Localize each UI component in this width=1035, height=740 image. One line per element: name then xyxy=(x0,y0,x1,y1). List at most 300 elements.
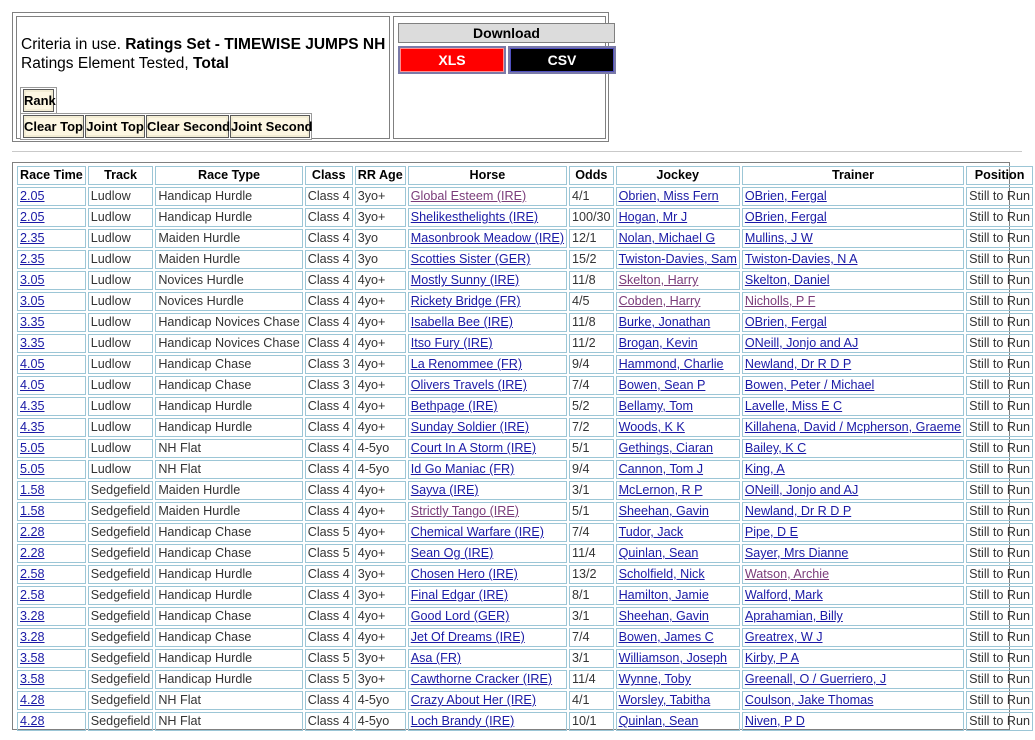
race-time-link[interactable]: 2.35 xyxy=(20,231,45,245)
cell-track: Ludlow xyxy=(88,439,154,458)
trainer-link[interactable]: Aprahamian, Billy xyxy=(744,609,843,623)
jockey-link[interactable]: Hogan, Mr J xyxy=(618,210,688,224)
cell-rr-age: 4yo+ xyxy=(355,544,406,563)
jockey-link[interactable]: Cobden, Harry xyxy=(618,294,701,308)
jockey-link[interactable]: Worsley, Tabitha xyxy=(618,693,711,707)
cell-rr-age: 3yo+ xyxy=(355,670,406,689)
cell-position: Still to Run xyxy=(966,586,1033,605)
horse-link[interactable]: Chemical Warfare (IRE) xyxy=(410,525,544,539)
horse-link[interactable]: Loch Brandy (IRE) xyxy=(410,714,515,728)
cell-position: Still to Run xyxy=(966,481,1033,500)
cell-rr-age: 4-5yo xyxy=(355,712,406,731)
cell-odds: 7/4 xyxy=(569,523,614,542)
cell-track: Ludlow xyxy=(88,334,154,353)
table-row xyxy=(17,271,1033,290)
cell-track: Sedgefield xyxy=(88,649,154,668)
column-header-position: Position xyxy=(966,166,1033,185)
horse-link[interactable]: Global Esteem (IRE) xyxy=(410,189,527,203)
race-time-link[interactable]: 5.05 xyxy=(20,462,45,476)
cell-race-type: Handicap Hurdle xyxy=(155,649,302,668)
cell-race-type: Handicap Chase xyxy=(155,376,302,395)
cell-trainer xyxy=(742,376,964,395)
cell-trainer xyxy=(742,544,964,563)
jockey-link[interactable]: Woods, K K xyxy=(618,420,685,434)
cell-race-type: NH Flat xyxy=(155,712,302,731)
cell-trainer xyxy=(742,712,964,731)
cell-track: Sedgefield xyxy=(88,544,154,563)
cell-rr-age: 4yo+ xyxy=(355,628,406,647)
cell-horse xyxy=(408,565,567,584)
cell-jockey xyxy=(616,334,740,353)
jockey-link[interactable]: Williamson, Joseph xyxy=(618,651,728,665)
cell-jockey xyxy=(616,187,740,206)
trainer-link[interactable]: Bailey, K C xyxy=(744,441,807,455)
cell-rr-age: 4yo+ xyxy=(355,481,406,500)
trainer-link[interactable]: Skelton, Daniel xyxy=(744,273,830,287)
horse-link[interactable]: Olivers Travels (IRE) xyxy=(410,378,527,392)
cell-odds: 3/1 xyxy=(569,607,614,626)
race-time-link[interactable]: 2.58 xyxy=(20,588,45,602)
race-time-link[interactable]: 2.05 xyxy=(20,210,45,224)
race-time-link[interactable]: 4.05 xyxy=(20,357,45,371)
cell-position: Still to Run xyxy=(966,187,1033,206)
element-line xyxy=(21,54,229,73)
cell-position: Still to Run xyxy=(966,523,1033,542)
cell-horse xyxy=(408,502,567,521)
column-header-odds: Odds xyxy=(569,166,614,185)
cell-rr-age: 4yo+ xyxy=(355,313,406,332)
cell-race-type: Handicap Hurdle xyxy=(155,187,302,206)
cell-horse xyxy=(408,208,567,227)
cell-jockey xyxy=(616,712,740,731)
trainer-link[interactable]: Walford, Mark xyxy=(744,588,823,602)
jockey-link[interactable]: Sheehan, Gavin xyxy=(618,609,709,623)
joint-top-button[interactable]: Joint Top xyxy=(85,115,145,138)
cell-horse xyxy=(408,460,567,479)
cell-class: Class 4 xyxy=(305,502,353,521)
jockey-link[interactable]: Hammond, Charlie xyxy=(618,357,724,371)
race-time-link[interactable]: 2.28 xyxy=(20,525,45,539)
cell-odds: 100/30 xyxy=(569,208,614,227)
cell-position: Still to Run xyxy=(966,355,1033,374)
table-row xyxy=(17,355,1033,374)
jockey-link[interactable]: Gethings, Ciaran xyxy=(618,441,714,455)
cell-class: Class 4 xyxy=(305,187,353,206)
jockey-link[interactable]: Nolan, Michael G xyxy=(618,231,716,245)
cell-track: Ludlow xyxy=(88,376,154,395)
cell-track: Ludlow xyxy=(88,271,154,290)
cell-race-time xyxy=(17,628,86,647)
trainer-link[interactable]: Pipe, D E xyxy=(744,525,799,539)
cell-odds: 10/1 xyxy=(569,712,614,731)
cell-jockey xyxy=(616,586,740,605)
cell-race-time xyxy=(17,691,86,710)
jockey-link[interactable]: Quinlan, Sean xyxy=(618,714,699,728)
cell-class: Class 5 xyxy=(305,649,353,668)
race-time-link[interactable]: 1.58 xyxy=(20,504,45,518)
cell-odds: 7/2 xyxy=(569,418,614,437)
jockey-link[interactable]: Bellamy, Tom xyxy=(618,399,693,413)
cell-jockey xyxy=(616,649,740,668)
trainer-link[interactable]: OBrien, Fergal xyxy=(744,210,827,224)
trainer-link[interactable]: King, A xyxy=(744,462,785,476)
trainer-link[interactable]: Newland, Dr R D P xyxy=(744,504,852,518)
clear-second-button[interactable]: Clear Second xyxy=(146,115,229,138)
jockey-link[interactable]: Hamilton, Jamie xyxy=(618,588,709,602)
table-row xyxy=(17,523,1033,542)
cell-trainer xyxy=(742,439,964,458)
jockey-link[interactable]: Obrien, Miss Fern xyxy=(618,189,719,203)
trainer-link[interactable]: OBrien, Fergal xyxy=(744,189,827,203)
cell-race-time xyxy=(17,313,86,332)
criteria-line xyxy=(21,35,385,54)
trainer-link[interactable]: Mullins, J W xyxy=(744,231,813,245)
cell-trainer xyxy=(742,649,964,668)
cell-rr-age: 3yo+ xyxy=(355,187,406,206)
table-row xyxy=(17,334,1033,353)
horse-link[interactable]: Crazy About Her (IRE) xyxy=(410,693,537,707)
horse-link[interactable]: Sunday Soldier (IRE) xyxy=(410,420,530,434)
trainer-link[interactable]: Watson, Archie xyxy=(744,567,830,581)
cell-rr-age: 4-5yo xyxy=(355,691,406,710)
cell-horse xyxy=(408,292,567,311)
cell-jockey xyxy=(616,250,740,269)
trainer-link[interactable]: Greatrex, W J xyxy=(744,630,823,644)
horse-link[interactable]: Cawthorne Cracker (IRE) xyxy=(410,672,553,686)
cell-jockey xyxy=(616,376,740,395)
cell-race-type: Maiden Hurdle xyxy=(155,250,302,269)
cell-position: Still to Run xyxy=(966,250,1033,269)
cell-rr-age: 3yo xyxy=(355,250,406,269)
cell-position: Still to Run xyxy=(966,544,1033,563)
cell-race-time xyxy=(17,229,86,248)
cell-track: Sedgefield xyxy=(88,586,154,605)
cell-race-type: Maiden Hurdle xyxy=(155,229,302,248)
cell-rr-age: 4-5yo xyxy=(355,439,406,458)
cell-position: Still to Run xyxy=(966,460,1033,479)
cell-race-type: NH Flat xyxy=(155,691,302,710)
cell-odds: 11/8 xyxy=(569,271,614,290)
cell-race-time xyxy=(17,208,86,227)
column-header-track: Track xyxy=(88,166,154,185)
race-time-link[interactable]: 3.28 xyxy=(20,630,45,644)
race-time-link[interactable]: 2.35 xyxy=(20,252,45,266)
cell-track: Sedgefield xyxy=(88,670,154,689)
cell-position: Still to Run xyxy=(966,313,1033,332)
cell-rr-age: 3yo+ xyxy=(355,565,406,584)
cell-race-time xyxy=(17,271,86,290)
cell-class: Class 4 xyxy=(305,313,353,332)
xls-download-button[interactable]: XLS xyxy=(398,46,506,74)
cell-race-type: NH Flat xyxy=(155,439,302,458)
cell-class: Class 4 xyxy=(305,229,353,248)
cell-jockey xyxy=(616,271,740,290)
table-header-row xyxy=(17,166,1033,185)
cell-track: Ludlow xyxy=(88,250,154,269)
csv-download-button[interactable]: CSV xyxy=(508,46,616,74)
race-time-link[interactable]: 3.05 xyxy=(20,294,45,308)
cell-race-time xyxy=(17,460,86,479)
cell-horse xyxy=(408,439,567,458)
cell-jockey xyxy=(616,439,740,458)
horse-link[interactable]: Masonbrook Meadow (IRE) xyxy=(410,231,565,245)
race-time-link[interactable]: 1.58 xyxy=(20,483,45,497)
cell-position: Still to Run xyxy=(966,670,1033,689)
cell-trainer xyxy=(742,250,964,269)
horse-link[interactable]: Sean Og (IRE) xyxy=(410,546,494,560)
table-row xyxy=(17,586,1033,605)
horse-link[interactable]: Shelikesthelights (IRE) xyxy=(410,210,539,224)
race-time-link[interactable]: 4.28 xyxy=(20,693,45,707)
trainer-link[interactable]: Kirby, P A xyxy=(744,651,799,665)
race-time-link[interactable]: 4.05 xyxy=(20,378,45,392)
trainer-link[interactable]: Bowen, Peter / Michael xyxy=(744,378,875,392)
clear-top-button[interactable]: Clear Top xyxy=(23,115,84,138)
cell-class: Class 4 xyxy=(305,691,353,710)
cell-trainer xyxy=(742,208,964,227)
cell-class: Class 4 xyxy=(305,439,353,458)
trainer-link[interactable]: ONeill, Jonjo and AJ xyxy=(744,483,859,497)
cell-race-type: Handicap Hurdle xyxy=(155,565,302,584)
race-time-link[interactable]: 2.05 xyxy=(20,189,45,203)
race-time-link[interactable]: 3.35 xyxy=(20,336,45,350)
trainer-link[interactable]: OBrien, Fergal xyxy=(744,315,827,329)
cell-trainer xyxy=(742,397,964,416)
trainer-link[interactable]: Newland, Dr R D P xyxy=(744,357,852,371)
race-time-link[interactable]: 3.05 xyxy=(20,273,45,287)
cell-horse xyxy=(408,376,567,395)
cell-trainer xyxy=(742,628,964,647)
race-time-link[interactable]: 4.35 xyxy=(20,420,45,434)
horse-link[interactable]: Good Lord (GER) xyxy=(410,609,510,623)
cell-jockey xyxy=(616,670,740,689)
column-header-trainer: Trainer xyxy=(742,166,964,185)
horse-link[interactable]: Rickety Bridge (FR) xyxy=(410,294,521,308)
jockey-link[interactable]: McLernon, R P xyxy=(618,483,703,497)
race-time-link[interactable]: 3.58 xyxy=(20,672,45,686)
download-title: Download xyxy=(398,23,615,43)
cell-race-type: Handicap Hurdle xyxy=(155,397,302,416)
cell-race-type: Handicap Hurdle xyxy=(155,586,302,605)
criteria-prefix: Criteria in use. xyxy=(21,36,126,53)
trainer-link[interactable]: Lavelle, Miss E C xyxy=(744,399,843,413)
jockey-link[interactable]: Cannon, Tom J xyxy=(618,462,704,476)
race-time-link[interactable]: 4.35 xyxy=(20,399,45,413)
cell-rr-age: 3yo+ xyxy=(355,208,406,227)
horse-link[interactable]: Asa (FR) xyxy=(410,651,462,665)
joint-second-button[interactable]: Joint Second xyxy=(230,115,310,138)
horse-link[interactable]: Mostly Sunny (IRE) xyxy=(410,273,520,287)
cell-jockey xyxy=(616,628,740,647)
cell-race-time xyxy=(17,250,86,269)
cell-track: Ludlow xyxy=(88,187,154,206)
jockey-link[interactable]: Quinlan, Sean xyxy=(618,546,699,560)
cell-class: Class 4 xyxy=(305,334,353,353)
cell-race-type: Novices Hurdle xyxy=(155,292,302,311)
cell-rr-age: 3yo+ xyxy=(355,586,406,605)
race-time-link[interactable]: 2.28 xyxy=(20,546,45,560)
race-time-link[interactable]: 5.05 xyxy=(20,441,45,455)
cell-horse xyxy=(408,712,567,731)
cell-horse xyxy=(408,481,567,500)
cell-position: Still to Run xyxy=(966,565,1033,584)
cell-track: Ludlow xyxy=(88,418,154,437)
cell-race-time xyxy=(17,397,86,416)
cell-class: Class 4 xyxy=(305,565,353,584)
cell-odds: 11/4 xyxy=(569,670,614,689)
race-time-link[interactable]: 2.58 xyxy=(20,567,45,581)
results-table xyxy=(15,164,1035,733)
cell-race-type: Handicap Hurdle xyxy=(155,670,302,689)
cell-odds: 5/1 xyxy=(569,439,614,458)
horse-link[interactable]: Court In A Storm (IRE) xyxy=(410,441,537,455)
cell-horse xyxy=(408,313,567,332)
horse-link[interactable]: Jet Of Dreams (IRE) xyxy=(410,630,525,644)
horse-link[interactable]: Id Go Maniac (FR) xyxy=(410,462,515,476)
cell-trainer xyxy=(742,481,964,500)
jockey-link[interactable]: Twiston-Davies, Sam xyxy=(618,252,737,266)
cell-race-type: Maiden Hurdle xyxy=(155,481,302,500)
race-time-link[interactable]: 3.35 xyxy=(20,315,45,329)
cell-position: Still to Run xyxy=(966,334,1033,353)
cell-race-type: Handicap Novices Chase xyxy=(155,313,302,332)
column-header-class: Class xyxy=(305,166,353,185)
cell-class: Class 4 xyxy=(305,271,353,290)
horse-link[interactable]: Final Edgar (IRE) xyxy=(410,588,509,602)
table-row xyxy=(17,481,1033,500)
jockey-link[interactable]: Wynne, Toby xyxy=(618,672,692,686)
cell-class: Class 3 xyxy=(305,376,353,395)
table-row xyxy=(17,376,1033,395)
trainer-link[interactable]: Coulson, Jake Thomas xyxy=(744,693,874,707)
cell-trainer xyxy=(742,586,964,605)
cell-trainer xyxy=(742,670,964,689)
cell-position: Still to Run xyxy=(966,628,1033,647)
cell-track: Sedgefield xyxy=(88,565,154,584)
cell-trainer xyxy=(742,565,964,584)
trainer-link[interactable]: Sayer, Mrs Dianne xyxy=(744,546,849,560)
cell-odds: 7/4 xyxy=(569,376,614,395)
cell-odds: 5/2 xyxy=(569,397,614,416)
race-time-link[interactable]: 3.28 xyxy=(20,609,45,623)
table-row xyxy=(17,397,1033,416)
cell-trainer xyxy=(742,292,964,311)
cell-class: Class 4 xyxy=(305,481,353,500)
cell-position: Still to Run xyxy=(966,229,1033,248)
column-header-race-time: Race Time xyxy=(17,166,86,185)
cell-rr-age: 4yo+ xyxy=(355,271,406,290)
cell-position: Still to Run xyxy=(966,292,1033,311)
cell-class: Class 4 xyxy=(305,628,353,647)
table-row xyxy=(17,565,1033,584)
horse-link[interactable]: Bethpage (IRE) xyxy=(410,399,498,413)
horse-link[interactable]: Sayva (IRE) xyxy=(410,483,479,497)
cell-track: Ludlow xyxy=(88,355,154,374)
horse-link[interactable]: Strictly Tango (IRE) xyxy=(410,504,519,518)
horse-link[interactable]: La Renommee (FR) xyxy=(410,357,523,371)
cell-race-time xyxy=(17,544,86,563)
cell-class: Class 4 xyxy=(305,607,353,626)
cell-odds: 8/1 xyxy=(569,586,614,605)
table-row xyxy=(17,649,1033,668)
cell-jockey xyxy=(616,229,740,248)
cell-trainer xyxy=(742,607,964,626)
race-time-link[interactable]: 4.28 xyxy=(20,714,45,728)
trainer-link[interactable]: Niven, P D xyxy=(744,714,805,728)
cell-track: Ludlow xyxy=(88,208,154,227)
jockey-link[interactable]: Burke, Jonathan xyxy=(618,315,711,329)
cell-odds: 3/1 xyxy=(569,481,614,500)
cell-race-type: Handicap Hurdle xyxy=(155,418,302,437)
jockey-link[interactable]: Tudor, Jack xyxy=(618,525,684,539)
cell-position: Still to Run xyxy=(966,418,1033,437)
cell-horse xyxy=(408,355,567,374)
table-row xyxy=(17,250,1033,269)
trainer-link[interactable]: ONeill, Jonjo and AJ xyxy=(744,336,859,350)
jockey-link[interactable]: Bowen, Sean P xyxy=(618,378,706,392)
horse-link[interactable]: Chosen Hero (IRE) xyxy=(410,567,518,581)
cell-track: Sedgefield xyxy=(88,502,154,521)
cell-track: Ludlow xyxy=(88,229,154,248)
divider xyxy=(12,151,1022,152)
table-row xyxy=(17,691,1033,710)
rank-button[interactable]: Rank xyxy=(23,89,54,112)
cell-jockey xyxy=(616,523,740,542)
jockey-link[interactable]: Brogan, Kevin xyxy=(618,336,698,350)
cell-trainer xyxy=(742,271,964,290)
cell-race-time xyxy=(17,187,86,206)
cell-class: Class 4 xyxy=(305,292,353,311)
table-row xyxy=(17,187,1033,206)
cell-class: Class 4 xyxy=(305,418,353,437)
cell-odds: 9/4 xyxy=(569,355,614,374)
jockey-link[interactable]: Bowen, James C xyxy=(618,630,714,644)
cell-horse xyxy=(408,544,567,563)
table-row xyxy=(17,607,1033,626)
horse-link[interactable]: Itso Fury (IRE) xyxy=(410,336,493,350)
cell-odds: 3/1 xyxy=(569,649,614,668)
horse-link[interactable]: Scotties Sister (GER) xyxy=(410,252,531,266)
horse-link[interactable]: Isabella Bee (IRE) xyxy=(410,315,513,329)
cell-odds: 4/1 xyxy=(569,187,614,206)
cell-track: Sedgefield xyxy=(88,691,154,710)
race-time-link[interactable]: 3.58 xyxy=(20,651,45,665)
cell-track: Sedgefield xyxy=(88,481,154,500)
cell-race-type: Handicap Chase xyxy=(155,355,302,374)
cell-track: Sedgefield xyxy=(88,607,154,626)
cell-class: Class 3 xyxy=(305,355,353,374)
cell-horse xyxy=(408,250,567,269)
column-header-jockey: Jockey xyxy=(616,166,740,185)
jockey-link[interactable]: Skelton, Harry xyxy=(618,273,699,287)
cell-horse xyxy=(408,271,567,290)
trainer-link[interactable]: Twiston-Davies, N A xyxy=(744,252,858,266)
cell-odds: 15/2 xyxy=(569,250,614,269)
jockey-link[interactable]: Scholfield, Nick xyxy=(618,567,705,581)
cell-rr-age: 3yo xyxy=(355,229,406,248)
jockey-link[interactable]: Sheehan, Gavin xyxy=(618,504,709,518)
ratings-set: Ratings Set - TIMEWISE JUMPS NH xyxy=(125,36,386,53)
cell-race-time xyxy=(17,418,86,437)
trainer-link[interactable]: Nicholls, P F xyxy=(744,294,816,308)
cell-track: Ludlow xyxy=(88,292,154,311)
trainer-link[interactable]: Greenall, O / Guerriero, J xyxy=(744,672,887,686)
cell-class: Class 4 xyxy=(305,250,353,269)
cell-race-time xyxy=(17,712,86,731)
cell-race-time xyxy=(17,376,86,395)
cell-trainer xyxy=(742,229,964,248)
trainer-link[interactable]: Killahena, David / Mcpherson, Graeme xyxy=(744,420,962,434)
